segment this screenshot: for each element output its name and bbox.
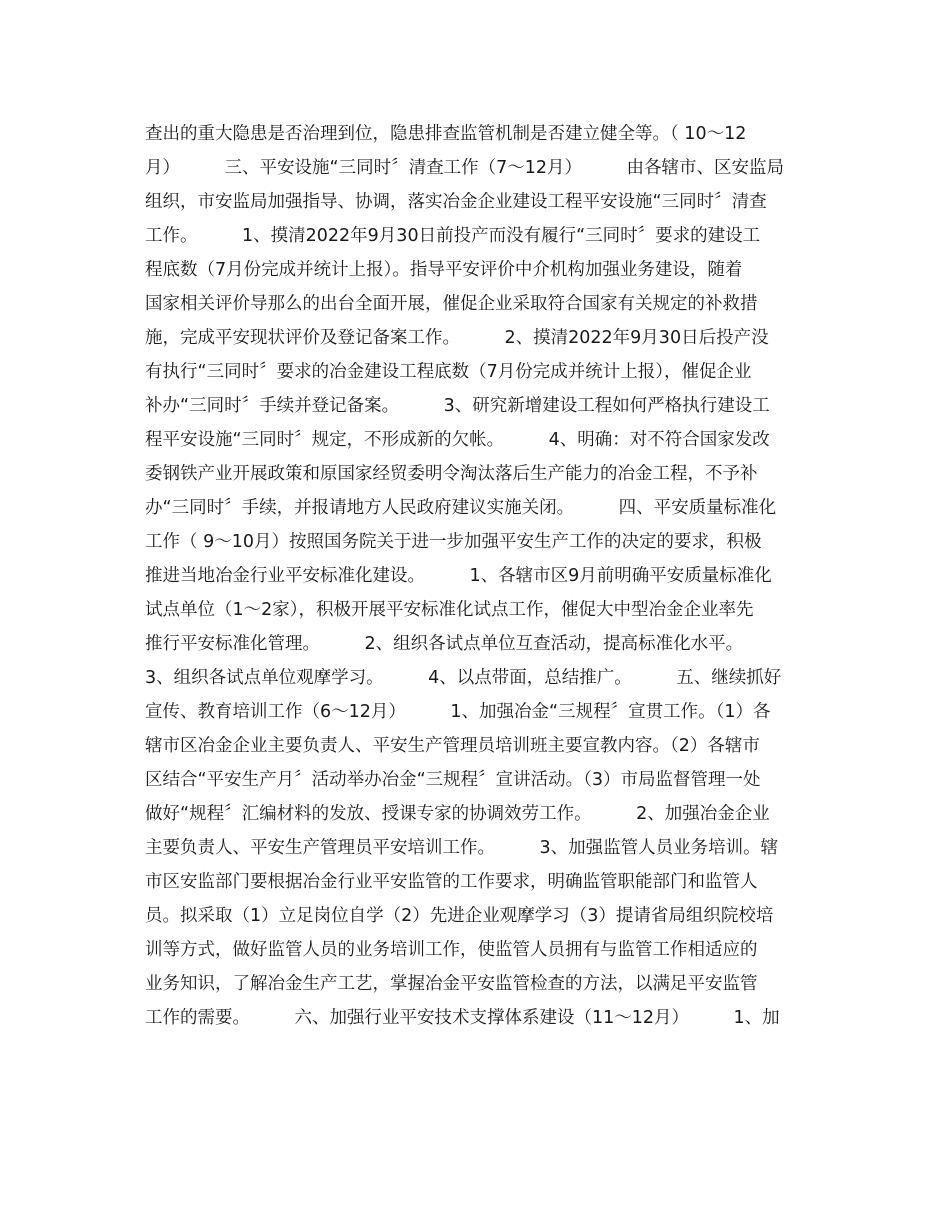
text-line: 工作。 1、摸清2022年9月30日前投产而没有履行“三同时〞要求的建设工: [145, 226, 761, 246]
text-line: 施，完成平安现状评价及登记备案工作。 2、摸清2022年9月30日后投产没: [145, 328, 769, 348]
body-text: [145, 117, 825, 1035]
text-line: 区结合“平安生产月〞活动举办冶金“三规程〞宣讲活动。（3）市局监督管理一处: [145, 770, 761, 790]
text-line: 有执行“三同时〞要求的冶金建设工程底数（7月份完成并统计上报），催促企业: [145, 362, 752, 382]
text-line: 主要负责人、平安生产管理员平安培训工作。 3、加强监管人员业务培训。辖: [145, 838, 779, 858]
text-line: 工作（ 9～10月）按照国务院关于进一步加强平安生产工作的决定的要求，积极: [145, 532, 762, 552]
text-line: 业务知识，了解冶金生产工艺，掌握冶金平安监管检查的方法，以满足平安监管: [145, 974, 758, 994]
text-line: 试点单位（1～2家），积极开展平安标准化试点工作，催促大中型冶金企业率先: [145, 600, 754, 620]
text-line: 宣传、教育培训工作（6～12月） 1、加强冶金“三规程〞宣贯工作。（1）各: [145, 702, 771, 722]
text-line: 3、组织各试点单位观摩学习。 4、以点带面，总结推广。 五、继续抓好: [145, 668, 782, 688]
text-line: 做好“规程〞汇编材料的发放、授课专家的协调效劳工作。 2、加强冶金企业: [145, 804, 770, 824]
text-line: 市区安监部门要根据冶金行业平安监管的工作要求，明确监管职能部门和监管人: [145, 872, 758, 892]
text-line: 辖市区冶金企业主要负责人、平安生产管理员培训班主要宣教内容。（2）各辖市: [145, 736, 760, 756]
text-line: 推行平安标准化管理。 2、组织各试点单位互查活动，提高标准化水平。: [145, 634, 744, 654]
text-line: 国家相关评价导那么的出台全面开展，催促企业采取符合国家有关规定的补救措: [145, 294, 758, 314]
text-line: 委钢铁产业开展政策和原国家经贸委明令淘汰落后生产能力的冶金工程，不予补: [145, 464, 758, 484]
text-line: 组织，市安监局加强指导、协调，落实冶金企业建设工程平安设施“三同时〞清查: [145, 192, 767, 212]
text-line: 工作的需要。 六、加强行业平安技术支撑体系建设（11～12月） 1、加: [145, 1008, 780, 1028]
text-line: 程平安设施“三同时〞规定，不形成新的欠帐。 4、明确：对不符合国家发改: [145, 430, 770, 450]
text-line: 查出的重大隐患是否治理到位，隐患排查监管机制是否建立健全等。（ 10～12: [145, 124, 747, 144]
text-line: 训等方式，做好监管人员的业务培训工作，使监管人员拥有与监管工作相适应的: [145, 940, 758, 960]
text-line: 办“三同时〞手续，并报请地方人民政府建议实施关闭。 四、平安质量标准化: [145, 498, 777, 518]
text-line: 补办“三同时〞手续并登记备案。 3、研究新增建设工程如何严格执行建设工: [145, 396, 770, 416]
text-line: 月） 三、平安设施“三同时〞清查工作（7～12月） 由各辖市、区安监局: [145, 158, 784, 178]
text-line: 推进当地冶金行业平安标准化建设。 1、各辖市区9月前明确平安质量标准化: [145, 566, 772, 586]
text-line: 员。拟采取（1）立足岗位自学（2）先进企业观摩学习（3）提请省局组织院校培: [145, 906, 774, 926]
text-line: 程底数（7月份完成并统计上报）。指导平安评价中介机构加强业务建设，随着: [145, 260, 743, 280]
